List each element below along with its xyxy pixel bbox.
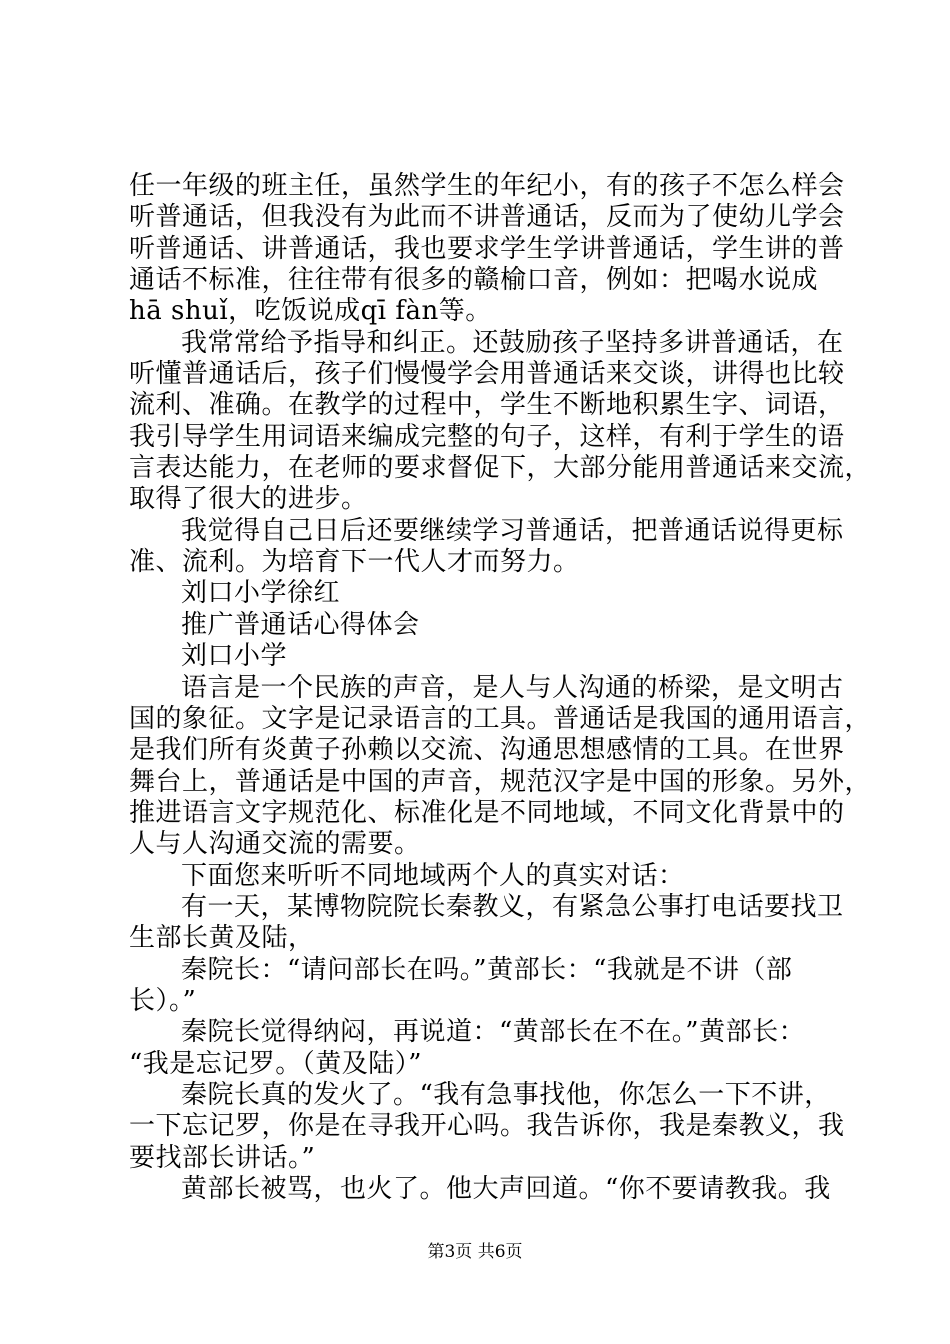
text-line: 生部长黄及陆， <box>129 923 315 954</box>
text-line: 长）。” <box>129 985 197 1016</box>
text-line: 取得了很大的进步。 <box>129 484 368 515</box>
text-line: 黄部长被骂，也火了。他大声回道。“你不要请教我。我 <box>181 1174 831 1204</box>
text-line: 秦院长觉得纳闷，再说道：“黄部长在不在。”黄部长： <box>181 1017 806 1048</box>
text-line: “我是忘记罗。（黄及陆）” <box>129 1048 423 1079</box>
text-line: 我觉得自己日后还要继续学习普通话，把普通话说得更标 <box>181 515 844 546</box>
text-line: hā shuǐ，吃饭说成qī fàn等。 <box>129 296 492 327</box>
text-line: 我引导学生用词语来编成完整的句子，这样，有利于学生的语 <box>129 421 845 452</box>
school-line: 刘口小学 <box>181 641 288 672</box>
page-footer <box>0 1240 950 1264</box>
text-line: 听普通话，但我没有为此而不讲普通话，反而为了使幼儿学会 <box>129 202 845 233</box>
text-line: 听懂普通话后，孩子们慢慢学会用普通话来交谈，讲得也比较 <box>129 359 845 390</box>
text-line: 舞台上，普通话是中国的声音，规范汉字是中国的形象。另外， <box>129 766 872 797</box>
text-line: 下面您来听听不同地域两个人的真实对话： <box>181 860 685 891</box>
text-line: 秦院长真的发火了。“我有急事找他，你怎么一下不讲， <box>181 1079 831 1110</box>
text-line: 听普通话、讲普通话，我也要求学生学讲普通话，学生讲的普 <box>129 233 845 264</box>
text-line: 秦院长：“请问部长在吗。”黄部长：“我就是不讲（部 <box>181 954 793 985</box>
text-line: 人与人沟通交流的需要。 <box>129 829 421 860</box>
text-line: 是我们所有炎黄子孙赖以交流、沟通思想感情的工具。在世界 <box>129 735 845 766</box>
text-line: 国的象征。文字是记录语言的工具。普通话是我国的通用语言， <box>129 703 872 734</box>
page-number: 第3页 共6页 <box>427 1242 523 1262</box>
text-line: 我常常给予指导和纠正。还鼓励孩子坚持多讲普通话，在 <box>181 327 844 358</box>
text-line: 准、流利。为培育下一代人才而努力。 <box>129 547 580 578</box>
document-body <box>129 171 872 1205</box>
text-line: 通话不标准，往往带有很多的赣榆口音，例如：把喝水说成 <box>129 265 819 296</box>
section-title: 推广普通话心得体会 <box>181 609 420 640</box>
text-line: 言表达能力，在老师的要求督促下，大部分能用普通话来交流， <box>129 453 872 484</box>
text-line: 任一年级的班主任，虽然学生的年纪小，有的孩子不怎么样会 <box>129 171 845 201</box>
text-line: 一下忘记罗，你是在寻我开心吗。我告诉你，我是秦教义，我 <box>129 1111 845 1142</box>
text-line: 要找部长讲话。” <box>129 1142 316 1173</box>
text-line: 有一天，某博物院院长秦教义，有紧急公事打电话要找卫 <box>181 891 844 922</box>
text-line: 推进语言文字规范化、标准化是不同地域，不同文化背景中的 <box>129 797 845 828</box>
text-line: 语言是一个民族的声音，是人与人沟通的桥梁，是文明古 <box>181 672 844 703</box>
author-line: 刘口小学徐红 <box>181 578 341 609</box>
text-line: 流利、准确。在教学的过程中，学生不断地积累生字、词语， <box>129 390 845 421</box>
